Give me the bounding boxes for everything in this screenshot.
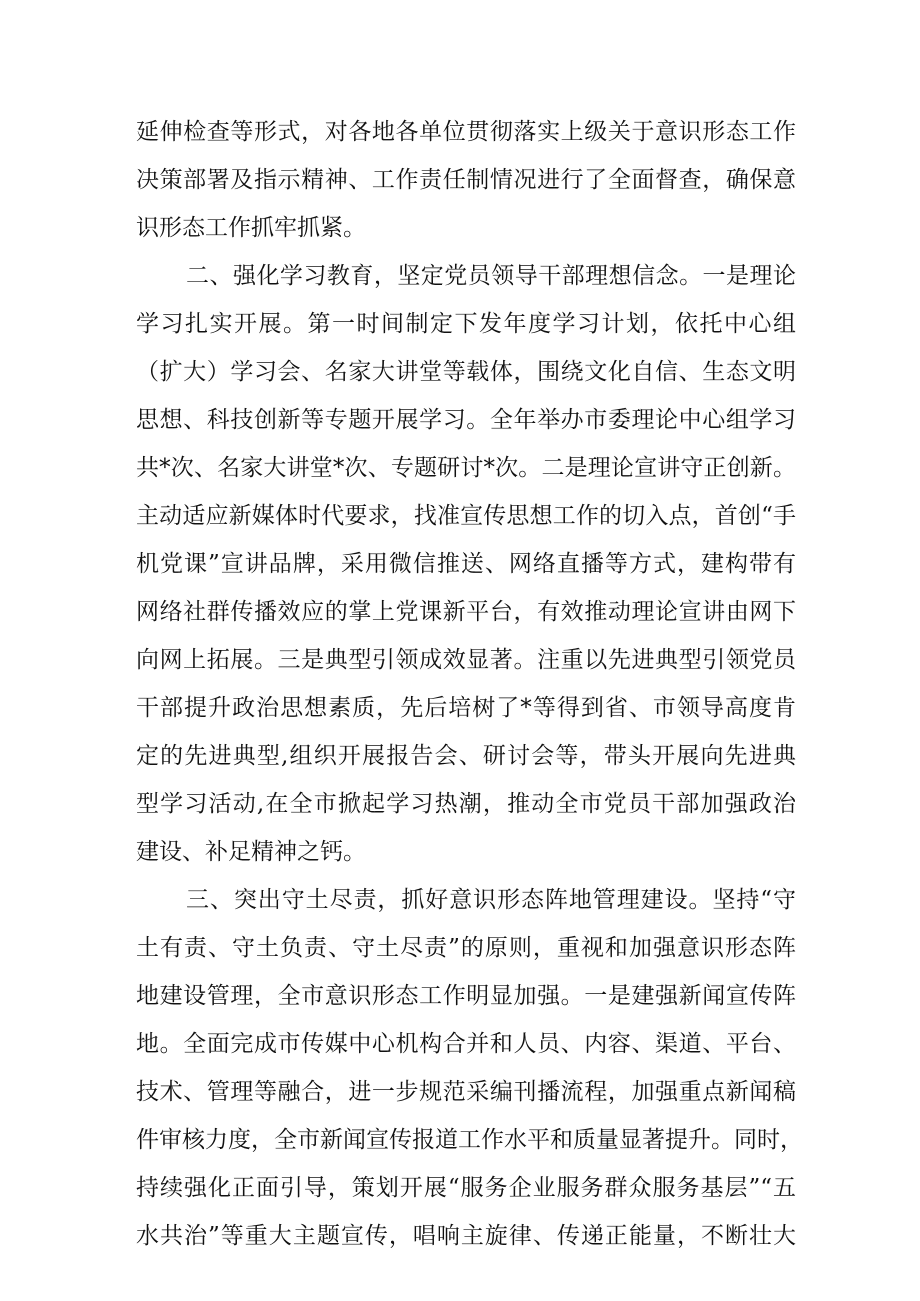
text-line: 水共治”等重大主题宣传，唱响主旋律、传递正能量，不断壮大 (136, 1223, 796, 1249)
text-line: 共*次、名家大讲堂*次、专题研讨*次。二是理论宣讲守正创新。 (136, 455, 796, 481)
text-line: 思想、科技创新等专题开展学习。全年举办市委理论中心组学习 (136, 407, 796, 433)
text-line: 件审核力度，全市新闻宣传报道工作水平和质量显著提升。同时， (136, 1127, 803, 1153)
text-line: 决策部署及指示精神、工作责任制情况进行了全面督查，确保意 (136, 167, 796, 193)
text-line: 定的先进典型,组织开展报告会、研讨会等，带头开展向先进典 (136, 743, 796, 769)
text-line: 地建设管理，全市意识形态工作明显加强。一是建强新闻宣传阵 (136, 983, 796, 1009)
text-line: 地。全面完成市传媒中心机构合并和人员、内容、渠道、平台、 (136, 1031, 796, 1057)
text-line: 识形态工作抓牢抓紧。 (136, 215, 366, 241)
text-line: （扩大）学习会、名家大讲堂等载体，围绕文化自信、生态文明 (136, 359, 796, 385)
text-line: 建设、补足精神之钙。 (136, 839, 366, 865)
text-line: 土有责、守土负责、守土尽责”的原则，重视和加强意识形态阵 (136, 935, 796, 961)
text-line: 主动适应新媒体时代要求，找准宣传思想工作的切入点，首创“手 (136, 503, 796, 529)
text-line: 延伸检查等形式，对各地各单位贯彻落实上级关于意识形态工作 (136, 119, 796, 145)
text-line: 型学习活动,在全市掀起学习热潮，推动全市党员干部加强政治 (136, 791, 796, 817)
text-line: 干部提升政治思想素质，先后培树了*等得到省、市领导高度肯 (136, 695, 796, 721)
text-line: 技术、管理等融合，进一步规范采编刊播流程，加强重点新闻稿 (136, 1079, 796, 1105)
text-line: 持续强化正面引导，策划开展“服务企业服务群众服务基层”“五 (136, 1175, 796, 1201)
section-heading-line: 三、突出守土尽责，抓好意识形态阵地管理建设。坚持“守 (186, 887, 796, 913)
text-line: 机党课”宣讲品牌，采用微信推送、网络直播等方式，建构带有 (136, 551, 796, 577)
section-heading-line: 二、强化学习教育，坚定党员领导干部理想信念。一是理论 (186, 263, 796, 289)
text-line: 学习扎实开展。第一时间制定下发年度学习计划，依托中心组 (136, 311, 796, 337)
text-line: 向网上拓展。三是典型引领成效显著。注重以先进典型引领党员 (136, 647, 796, 673)
text-line: 网络社群传播效应的掌上党课新平台，有效推动理论宣讲由网下 (136, 599, 796, 625)
